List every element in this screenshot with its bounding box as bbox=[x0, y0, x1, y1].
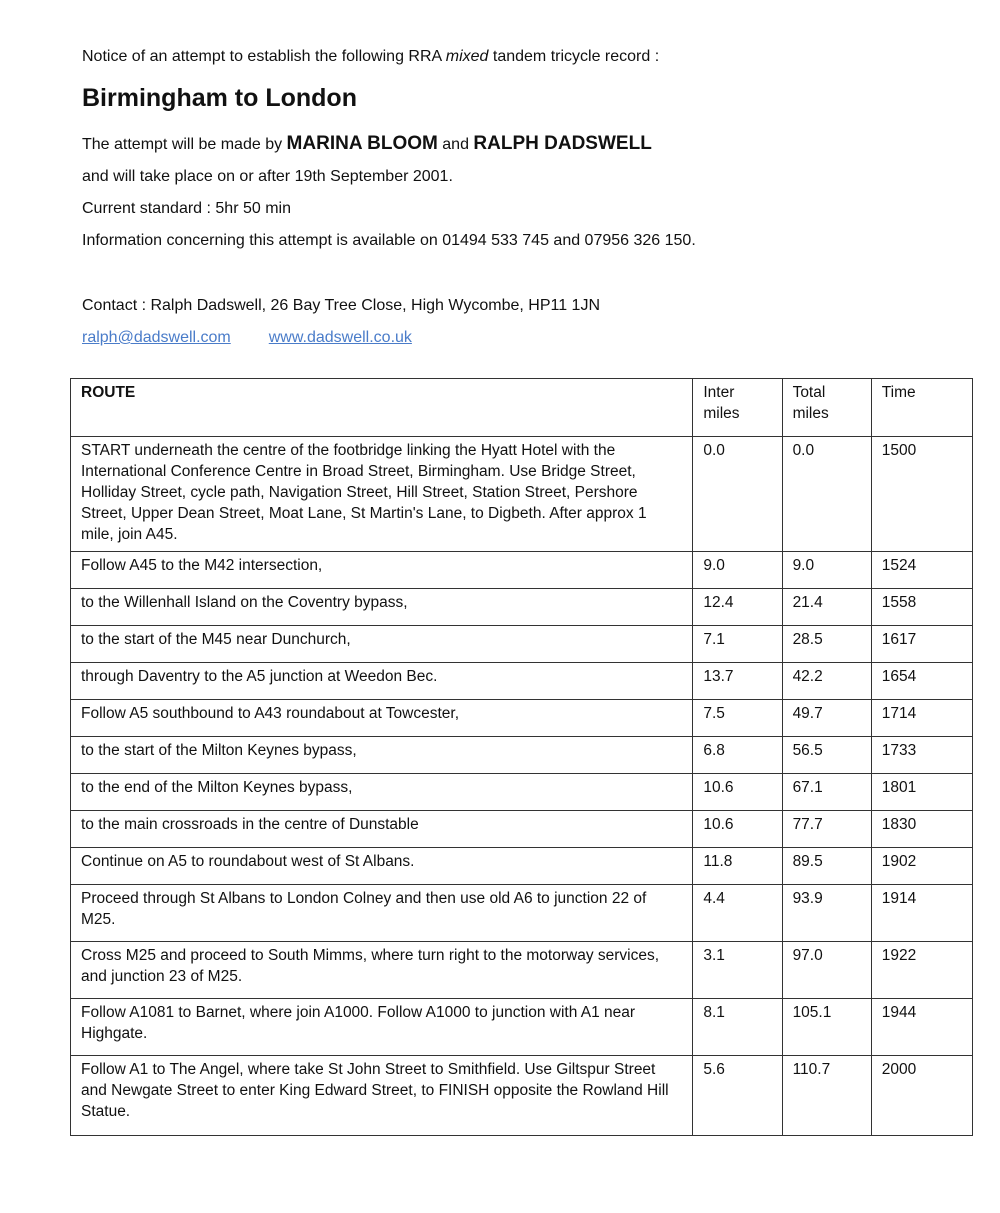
intro-text-end: tandem tricycle record : bbox=[488, 48, 660, 65]
total-miles-cell: 28.5 bbox=[782, 626, 871, 663]
time-cell: 1801 bbox=[871, 774, 972, 811]
inter-miles-cell: 13.7 bbox=[693, 663, 782, 700]
time-cell: 2000 bbox=[871, 1056, 972, 1136]
table-row bbox=[71, 774, 973, 811]
total-miles-cell: 49.7 bbox=[782, 700, 871, 737]
inter-miles-cell: 4.4 bbox=[693, 885, 782, 942]
table-row bbox=[71, 700, 973, 737]
intro-line bbox=[82, 48, 659, 66]
intro-emphasis: mixed bbox=[445, 48, 489, 65]
header-route: ROUTE bbox=[71, 379, 693, 437]
inter-miles-cell: 10.6 bbox=[693, 811, 782, 848]
inter-miles-cell: 8.1 bbox=[693, 999, 782, 1056]
total-miles-cell: 42.2 bbox=[782, 663, 871, 700]
route-rows bbox=[71, 437, 973, 1136]
route-cell: to the start of the Milton Keynes bypass, bbox=[71, 737, 693, 774]
table-row bbox=[71, 999, 973, 1056]
header-inter-label: Inter bbox=[703, 384, 735, 401]
route-cell: Cross M25 and proceed to South Mimms, where turn right to the motorway services, and junction 23 of M25. bbox=[71, 942, 693, 999]
riders-and: and bbox=[437, 136, 474, 153]
info-line: Information concerning this attempt is available on 01494 533 745 and 07956 326 150. bbox=[82, 232, 696, 249]
total-miles-cell: 56.5 bbox=[782, 737, 871, 774]
table-row bbox=[71, 1056, 973, 1136]
contact-links bbox=[82, 329, 450, 347]
total-miles-cell: 110.7 bbox=[782, 1056, 871, 1136]
route-cell: Follow A1081 to Barnet, where join A1000. Follow A1000 to junction with A1 near Highgate. bbox=[71, 999, 693, 1056]
route-cell: Proceed through St Albans to London Colney and then use old A6 to junction 22 of M25. bbox=[71, 885, 693, 942]
header-time: Time bbox=[871, 379, 972, 437]
table-row bbox=[71, 552, 973, 589]
table-row bbox=[71, 589, 973, 626]
inter-miles-cell: 9.0 bbox=[693, 552, 782, 589]
time-cell: 1922 bbox=[871, 942, 972, 999]
intro-text: Notice of an attempt to establish the following RRA bbox=[82, 48, 446, 65]
time-cell: 1654 bbox=[871, 663, 972, 700]
record-title: Birmingham to London bbox=[82, 84, 357, 112]
table-row bbox=[71, 848, 973, 885]
table-row bbox=[71, 811, 973, 848]
rider-two: RALPH DADSWELL bbox=[473, 133, 652, 154]
time-cell: 1902 bbox=[871, 848, 972, 885]
route-cell: to the end of the Milton Keynes bypass, bbox=[71, 774, 693, 811]
route-cell: to the main crossroads in the centre of Dunstable bbox=[71, 811, 693, 848]
total-miles-cell: 97.0 bbox=[782, 942, 871, 999]
time-cell: 1500 bbox=[871, 437, 972, 552]
route-cell: START underneath the centre of the footbridge linking the Hyatt Hotel with the International Conference Centre in Broad Street, Birmingham. Use Bridge Street, Holliday Street, cycle path, Navigation Street, Hill Street, Station Street, Pershore Street, Upper Dean Street, Moat Lane, St Martin's Lane, to Digbeth. After approx 1 mile, join A45. bbox=[71, 437, 693, 552]
header-total-unit: miles bbox=[792, 405, 829, 422]
total-miles-cell: 21.4 bbox=[782, 589, 871, 626]
inter-miles-cell: 7.1 bbox=[693, 626, 782, 663]
riders-prefix: The attempt will be made by bbox=[82, 136, 287, 153]
route-table bbox=[70, 378, 973, 1136]
riders-line bbox=[82, 133, 652, 155]
rider-one: MARINA BLOOM bbox=[286, 133, 438, 154]
total-miles-cell: 93.9 bbox=[782, 885, 871, 942]
inter-miles-cell: 10.6 bbox=[693, 774, 782, 811]
time-cell: 1830 bbox=[871, 811, 972, 848]
header-total-label: Total bbox=[792, 384, 826, 401]
total-miles-cell: 9.0 bbox=[782, 552, 871, 589]
email-link[interactable]: ralph@dadswell.com bbox=[82, 329, 231, 346]
inter-miles-cell: 0.0 bbox=[693, 437, 782, 552]
total-miles-cell: 77.7 bbox=[782, 811, 871, 848]
table-row bbox=[71, 942, 973, 999]
standard-line: Current standard : 5hr 50 min bbox=[82, 200, 291, 217]
route-cell: Follow A1 to The Angel, where take St John Street to Smithfield. Use Giltspur Street and Newgate Street to enter King Edward Street, to FINISH opposite the Rowland Hill Statue. bbox=[71, 1056, 693, 1136]
time-cell: 1944 bbox=[871, 999, 972, 1056]
inter-miles-cell: 11.8 bbox=[693, 848, 782, 885]
route-cell: to the Willenhall Island on the Coventry bypass, bbox=[71, 589, 693, 626]
time-cell: 1558 bbox=[871, 589, 972, 626]
header-total-miles bbox=[782, 379, 871, 437]
time-cell: 1914 bbox=[871, 885, 972, 942]
inter-miles-cell: 12.4 bbox=[693, 589, 782, 626]
total-miles-cell: 89.5 bbox=[782, 848, 871, 885]
route-table-header bbox=[71, 379, 973, 437]
header-inter-unit: miles bbox=[703, 405, 740, 422]
total-miles-cell: 67.1 bbox=[782, 774, 871, 811]
total-miles-cell: 0.0 bbox=[782, 437, 871, 552]
table-row bbox=[71, 737, 973, 774]
inter-miles-cell: 6.8 bbox=[693, 737, 782, 774]
time-cell: 1714 bbox=[871, 700, 972, 737]
time-cell: 1524 bbox=[871, 552, 972, 589]
route-cell: Continue on A5 to roundabout west of St Albans. bbox=[71, 848, 693, 885]
contact-line: Contact : Ralph Dadswell, 26 Bay Tree Close, High Wycombe, HP11 1JN bbox=[82, 297, 601, 314]
time-cell: 1617 bbox=[871, 626, 972, 663]
table-row bbox=[71, 663, 973, 700]
time-cell: 1733 bbox=[871, 737, 972, 774]
route-cell: Follow A5 southbound to A43 roundabout at Towcester, bbox=[71, 700, 693, 737]
table-row bbox=[71, 885, 973, 942]
inter-miles-cell: 7.5 bbox=[693, 700, 782, 737]
route-cell: to the start of the M45 near Dunchurch, bbox=[71, 626, 693, 663]
inter-miles-cell: 5.6 bbox=[693, 1056, 782, 1136]
total-miles-cell: 105.1 bbox=[782, 999, 871, 1056]
route-cell: through Daventry to the A5 junction at Weedon Bec. bbox=[71, 663, 693, 700]
website-link[interactable]: www.dadswell.co.uk bbox=[268, 329, 412, 346]
date-line: and will take place on or after 19th September 2001. bbox=[82, 168, 453, 185]
inter-miles-cell: 3.1 bbox=[693, 942, 782, 999]
route-cell: Follow A45 to the M42 intersection, bbox=[71, 552, 693, 589]
header-inter-miles bbox=[693, 379, 782, 437]
table-row bbox=[71, 626, 973, 663]
table-row bbox=[71, 437, 973, 552]
